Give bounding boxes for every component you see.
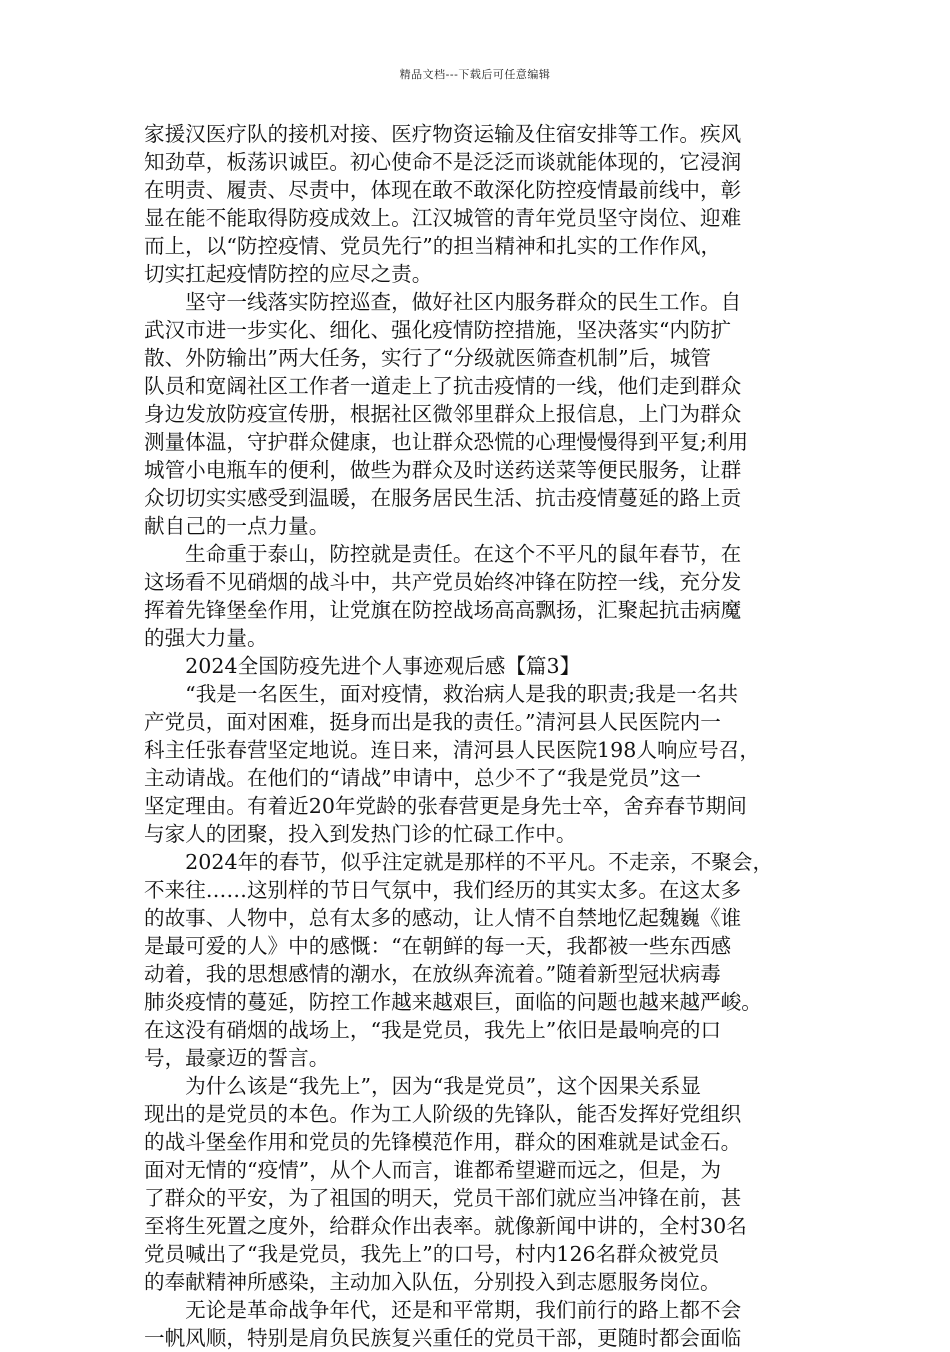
text-line: 在明责、履责、尽责中，体现在敢不敢深化防控疫情最前线中，彰 (144, 178, 742, 202)
text-line: 身边发放防疫宣传册，根据社区微邻里群众上报信息，上门为群众 (144, 402, 742, 426)
text-line: 的奉献精神所感染，主动加入队伍，分别投入到志愿服务岗位。 (144, 1270, 721, 1294)
text-line: 显在能不能取得防疫成效上。江汉城管的青年党员坚守岗位、迎难 (144, 206, 742, 230)
text-line: 散、外防输出”两大任务，实行了“分级就医筛查机制”后，城管 (144, 346, 712, 370)
text-line: 众切切实实感受到温暖，在服务居民生活、抗击疫情蔓延的路上贡 (144, 486, 742, 510)
text-line: 的战斗堡垒作用和党员的先锋模范作用，群众的困难就是试金石。 (144, 1130, 742, 1154)
text-line: 主动请战。在他们的“请战”申请中，总少不了“我是党员”这一 (144, 766, 701, 790)
text-line: 切实扛起疫情防控的应尽之责。 (144, 262, 433, 286)
text-line: 是最可爱的人》中的感慨：“在朝鲜的每一天，我都被一些东西感 (144, 934, 732, 958)
text-line: “我是一名医生，面对疫情，救治病人是我的职责;我是一名共 (144, 682, 739, 706)
text-line: 无论是革命战争年代，还是和平常期，我们前行的路上都不会 (144, 1298, 742, 1322)
text-line: 肺炎疫情的蔓延，防控工作越来越艰巨，面临的问题也越来越严峻。 (144, 990, 762, 1014)
text-line: 产党员，面对困难，挺身而出是我的责任。”清河县人民医院内一 (144, 710, 721, 734)
text-line: 献自己的一点力量。 (144, 514, 330, 538)
text-line: 动着，我的思想感情的潮水，在放纵奔流着。”随着新型冠状病毒 (144, 962, 721, 986)
text-line: 科主任张春营坚定地说。连日来，清河县人民医院198人响应号召， (144, 738, 760, 762)
text-line: 的强大力量。 (144, 626, 268, 650)
text-line: 而上，以“防控疫情、党员先行”的担当精神和扎实的工作作风， (144, 234, 722, 258)
text-line: 至将生死置之度外，给群众作出表率。就像新闻中讲的，全村30名 (144, 1214, 747, 1238)
text-line: 这场看不见硝烟的战斗中，共产党员始终冲锋在防控一线，充分发 (144, 570, 742, 594)
text-line: 坚守一线落实防控巡查，做好社区内服务群众的民生工作。自 (144, 290, 742, 314)
text-line: 面对无情的“疫情”，从个人而言，谁都希望避而远之，但是，为 (144, 1158, 722, 1182)
text-line: 城管小电瓶车的便利，做些为群众及时送药送菜等便民服务，让群 (144, 458, 742, 482)
text-line: 知劲草，板荡识诚臣。初心使命不是泛泛而谈就能体现的，它浸润 (144, 150, 742, 174)
text-line: 不来往……这别样的节日气氛中，我们经历的其实太多。在这太多 (144, 878, 742, 902)
text-line: 一帆风顺，特别是肩负民族复兴重任的党员干部，更随时都会面临 (144, 1326, 742, 1350)
text-line: 为什么该是“我先上”，因为“我是党员”，这个因果关系显 (144, 1074, 701, 1098)
text-line: 挥着先锋堡垒作用，让党旗在防控战场高高飘扬，汇聚起抗击病魔 (144, 598, 742, 622)
text-line: 2024年的春节，似乎注定就是那样的不平凡。不走亲，不聚会， (144, 850, 774, 874)
text-line: 武汉市进一步实化、细化、强化疫情防控措施，坚决落实“内防扩 (144, 318, 732, 342)
text-line: 2024全国防疫先进个人事迹观后感【篇3】 (144, 654, 581, 678)
text-line: 坚定理由。有着近20年党龄的张春营更是身先士卒，舍弃春节期间 (144, 794, 747, 818)
text-line: 队员和宽阔社区工作者一道走上了抗击疫情的一线，他们走到群众 (144, 374, 742, 398)
text-line: 与家人的团聚，投入到发热门诊的忙碌工作中。 (144, 822, 577, 846)
text-line: 了群众的平安，为了祖国的明天，党员干部们就应当冲锋在前，甚 (144, 1186, 742, 1210)
text-line: 党员喊出了“我是党员，我先上”的口号，村内126名群众被党员 (144, 1242, 720, 1266)
text-line: 生命重于泰山，防控就是责任。在这个不平凡的鼠年春节，在 (144, 542, 742, 566)
text-line: 号，最豪迈的誓言。 (144, 1046, 330, 1070)
text-line: 在这没有硝烟的战场上，“我是党员，我先上”依旧是最响亮的口 (144, 1018, 722, 1042)
text-line: 现出的是党员的本色。作为工人阶级的先锋队，能否发挥好党组织 (144, 1102, 742, 1126)
document-body (144, 120, 834, 1352)
text-line: 的故事、人物中，总有太多的感动，让人情不自禁地忆起魏巍《谁 (144, 906, 742, 930)
text-line: 测量体温，守护群众健康，也让群众恐慌的心理慢慢得到平复;利用 (144, 430, 749, 454)
text-line: 家援汉医疗队的接机对接、医疗物资运输及住宿安排等工作。疾风 (144, 122, 742, 146)
page-header: 精品文档---下载后可任意编辑 (399, 68, 551, 81)
